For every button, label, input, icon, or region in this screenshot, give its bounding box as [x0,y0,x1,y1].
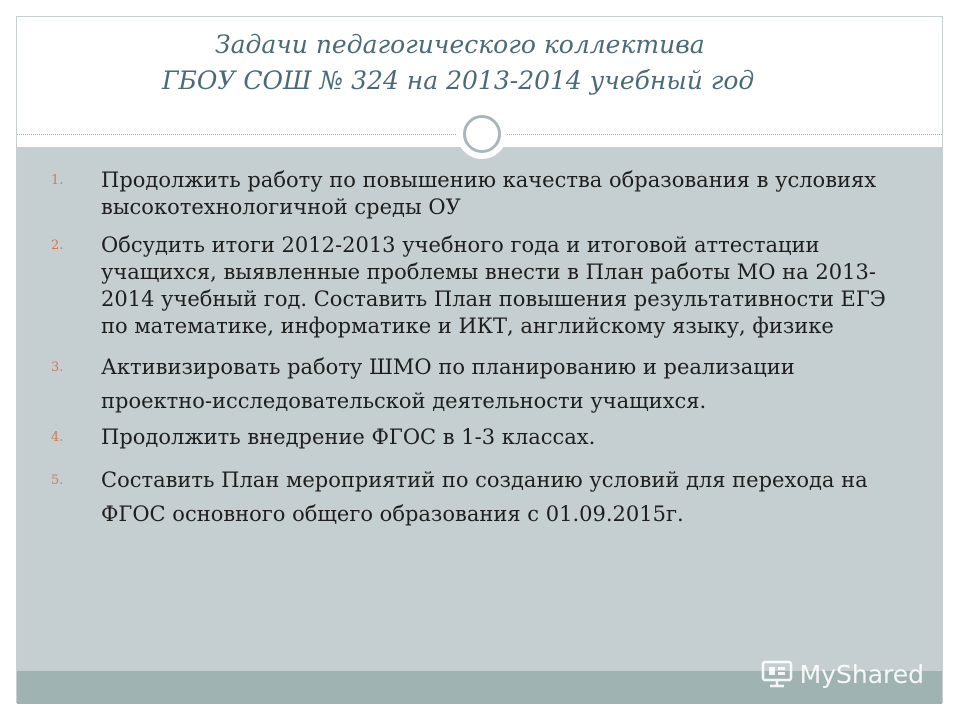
task-number: 4. [51,430,64,445]
task-number: 3. [51,360,64,375]
slide [16,16,943,703]
task-item-4 [51,424,911,451]
title-line-1: Задачи педагогического коллектива [215,30,705,59]
task-item-2 [51,232,911,340]
task-number: 5. [51,473,64,488]
task-item-5 [51,463,911,531]
circle-ornament-inner [463,115,501,153]
task-text: Продолжить работу по повышению качества образования в условиях высокотехнологичной среды ОУ [101,168,877,219]
task-item-3 [51,350,911,418]
circle-ornament-icon [457,109,507,159]
slide-title [17,27,942,99]
watermark-text: MyShared [799,659,924,689]
task-list [51,167,911,531]
title-line-2: ГБОУ СОШ № 324 на 2013-2014 учебный год [162,66,755,95]
task-text: Составить План мероприятий по созданию условий для перехода на ФГОС основного общего образования с 01.09.2015г. [101,468,868,526]
task-text: Продолжить внедрение ФГОС в 1-3 классах. [101,425,596,449]
presentation-icon [760,659,794,689]
task-text: Обсудить итоги 2012-2013 учебного года и итоговой аттестации учащихся, выявленные проблемы внести в План работы МО на 2013-2014 учебный год. Составить План повышения результативности ЕГЭ по математике, информатике и ИКТ, английскому языку, физике [101,233,886,338]
task-number: 2. [51,238,64,253]
myshared-watermark [760,654,924,694]
task-text: Активизировать работу ШМО по планированию и реализации проектно-исследовательской деятельности учащихся. [101,355,795,413]
task-item-1 [51,167,911,221]
task-number: 1. [51,173,64,188]
